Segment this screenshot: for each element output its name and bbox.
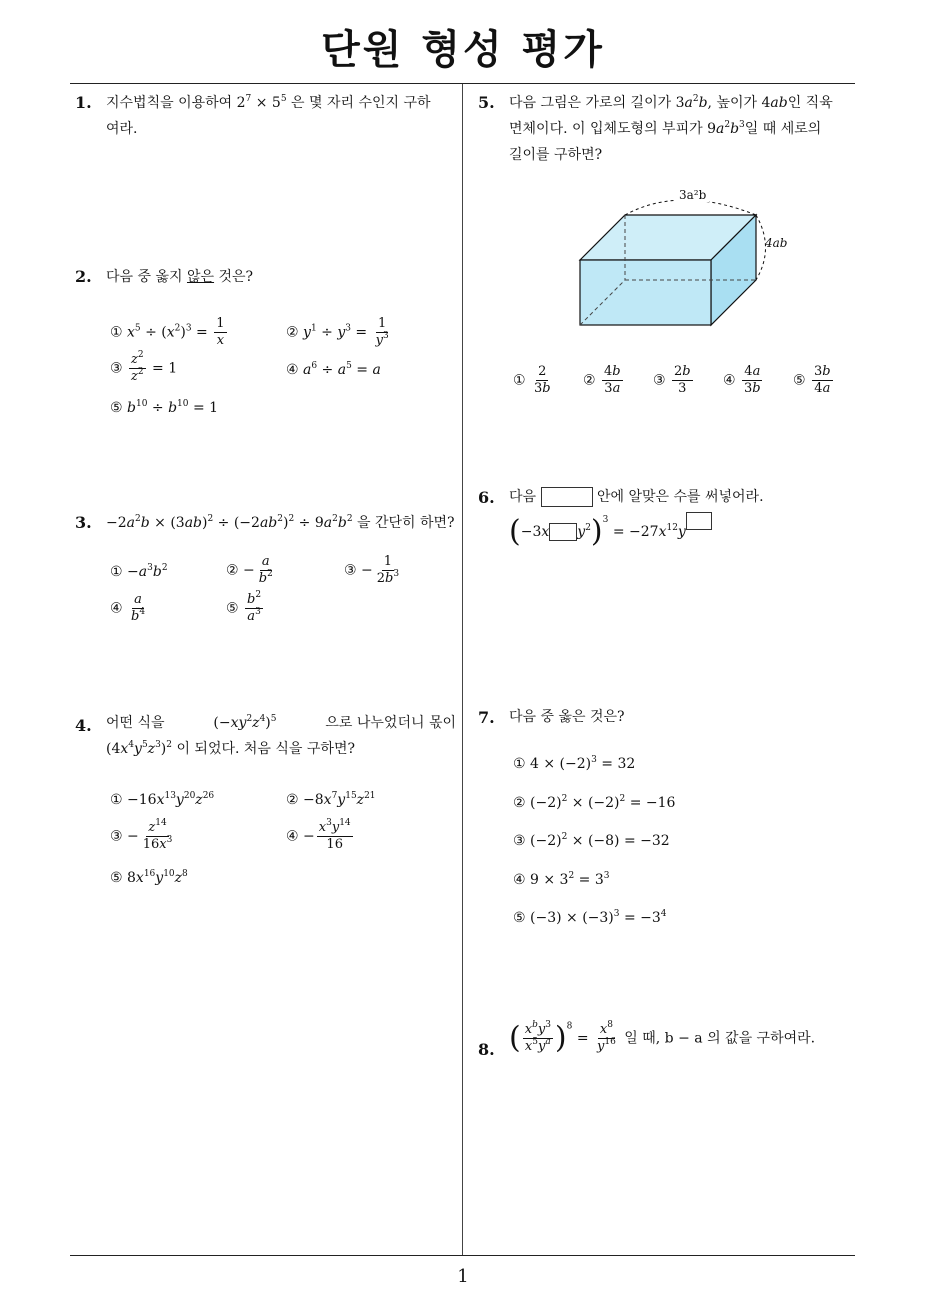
option-5[interactable]: ⑤ $8x^{16}y^{10}z^8$ <box>110 869 188 886</box>
question-number: 8. <box>478 1040 495 1059</box>
exponent-box[interactable] <box>549 523 577 541</box>
question-number: 1. <box>75 93 92 112</box>
question-2-text: 다음 중 옳지 않은 것은? <box>106 269 254 285</box>
option-4[interactable]: ④ $\frac{4a}{3b}$ <box>723 364 761 396</box>
column-divider <box>462 84 463 1256</box>
question-1-text: 지수법칙을 이용하여 $2^7 \times 5^5$ 은 몇 자리 수인지 구하 여라. <box>106 94 431 137</box>
option-5[interactable]: ⑤ $(-3) \times (-3)^3 = -3^4$ <box>513 909 667 926</box>
question-3-text: $-2a^2b \times (3ab)^2 \div (-2ab^2)^2 \div 9a^2b^2$ 을 간단히 하면? <box>106 514 455 531</box>
option-1[interactable]: ① $x^5 \div (x^2)^3$ = $\frac{1}{x}$ <box>110 316 225 348</box>
question-6-equation: (−3x $y^2)^3 = -27x^{12}y$ <box>509 512 712 545</box>
question-number: 3. <box>75 513 92 532</box>
page-title: 단원 형성 평가 <box>321 27 605 73</box>
question-8-text: ( $\frac{x^by^3}{x^5y^a}$ )$^8$ = $\frac{x^8}{y^{16}}$ 일 때, b − a 의 값을 구하여라. <box>509 1020 816 1056</box>
answer-box[interactable] <box>541 487 593 507</box>
option-5[interactable]: ⑤ $\frac{3b}{4a}$ <box>793 364 831 396</box>
option-1[interactable]: ① $-16x^{13}y^{20}z^{26}$ <box>110 791 215 808</box>
option-3[interactable]: ③ $(-2)^2 \times (-8) = -32$ <box>513 832 670 849</box>
option-3[interactable]: ③ − $\frac{1}{2b^3}$ <box>344 554 400 586</box>
option-2[interactable]: ② $\frac{4b}{3a}$ <box>583 364 621 396</box>
cuboid-figure <box>570 180 810 340</box>
option-2[interactable]: ② $-8x^7y^{15}z^{21}$ <box>286 791 376 808</box>
option-2[interactable]: ② − $\frac{a}{b^2}$ <box>226 554 273 586</box>
page-number: 1 <box>457 1266 469 1287</box>
option-3[interactable]: ③ $\frac{2b}{3}$ <box>653 364 691 396</box>
question-4-text: 어떤 식을 $(-xy^2z^4)^5$ 으로 나누었더니 몫이 $(4x^4y^5z^3)^2$ 이 되었다. 처음 식을 구하면? <box>106 714 456 757</box>
bottom-rule <box>70 1255 855 1256</box>
question-5-text: 다음 그림은 가로의 길이가 $3a^2b$, 높이가 4ab인 직육 면체이다. 이 입체도형의 부피가 $9a^2b^3$일 때 세로의 길이를 구하면? <box>509 94 833 163</box>
question-7-text: 다음 중 옳은 것은? <box>509 709 625 725</box>
height-label: 4ab <box>765 236 788 250</box>
option-1[interactable]: ① $-a^3b^2$ <box>110 563 168 580</box>
option-4[interactable]: ④ $9 \times 3^2 = 3^3$ <box>513 871 610 888</box>
option-4[interactable]: ④ − $\frac{x^3y^{14}}{16}$ <box>286 818 351 852</box>
option-5[interactable]: ⑤ $b^{10} \div b^{10} = 1$ <box>110 399 219 416</box>
question-number: 6. <box>478 488 495 507</box>
option-3[interactable]: ③ − $\frac{z^{14}}{16x^3}$ <box>110 818 173 852</box>
exponent-box[interactable] <box>686 512 712 530</box>
option-5[interactable]: ⑤ $\frac{b^2}{a^3}$ <box>226 590 262 624</box>
question-number: 2. <box>75 267 92 286</box>
question-6-text: 다음 안에 알맞은 수를 써넣어라. <box>509 489 764 505</box>
option-1[interactable]: ① $\frac{2}{3b}$ <box>513 364 551 396</box>
option-3[interactable]: ③ $\frac{z^2}{z^2}$ = 1 <box>110 350 178 384</box>
question-number: 4. <box>75 716 92 735</box>
option-2[interactable]: ② $(-2)^2 \times (-2)^2 = -16$ <box>513 794 676 811</box>
question-number: 5. <box>478 93 495 112</box>
question-number: 7. <box>478 708 495 727</box>
option-4[interactable]: ④ $a^6 \div a^5 = a$ <box>286 361 381 378</box>
width-label: 3a²b <box>676 188 709 202</box>
option-1[interactable]: ① $4 \times (-2)^3 = 32$ <box>513 755 636 772</box>
option-4[interactable]: ④ $\frac{a}{b^4}$ <box>110 592 146 624</box>
option-2[interactable]: ② $y^1 \div y^3$ = $\frac{1}{y^3}$ <box>286 316 389 348</box>
